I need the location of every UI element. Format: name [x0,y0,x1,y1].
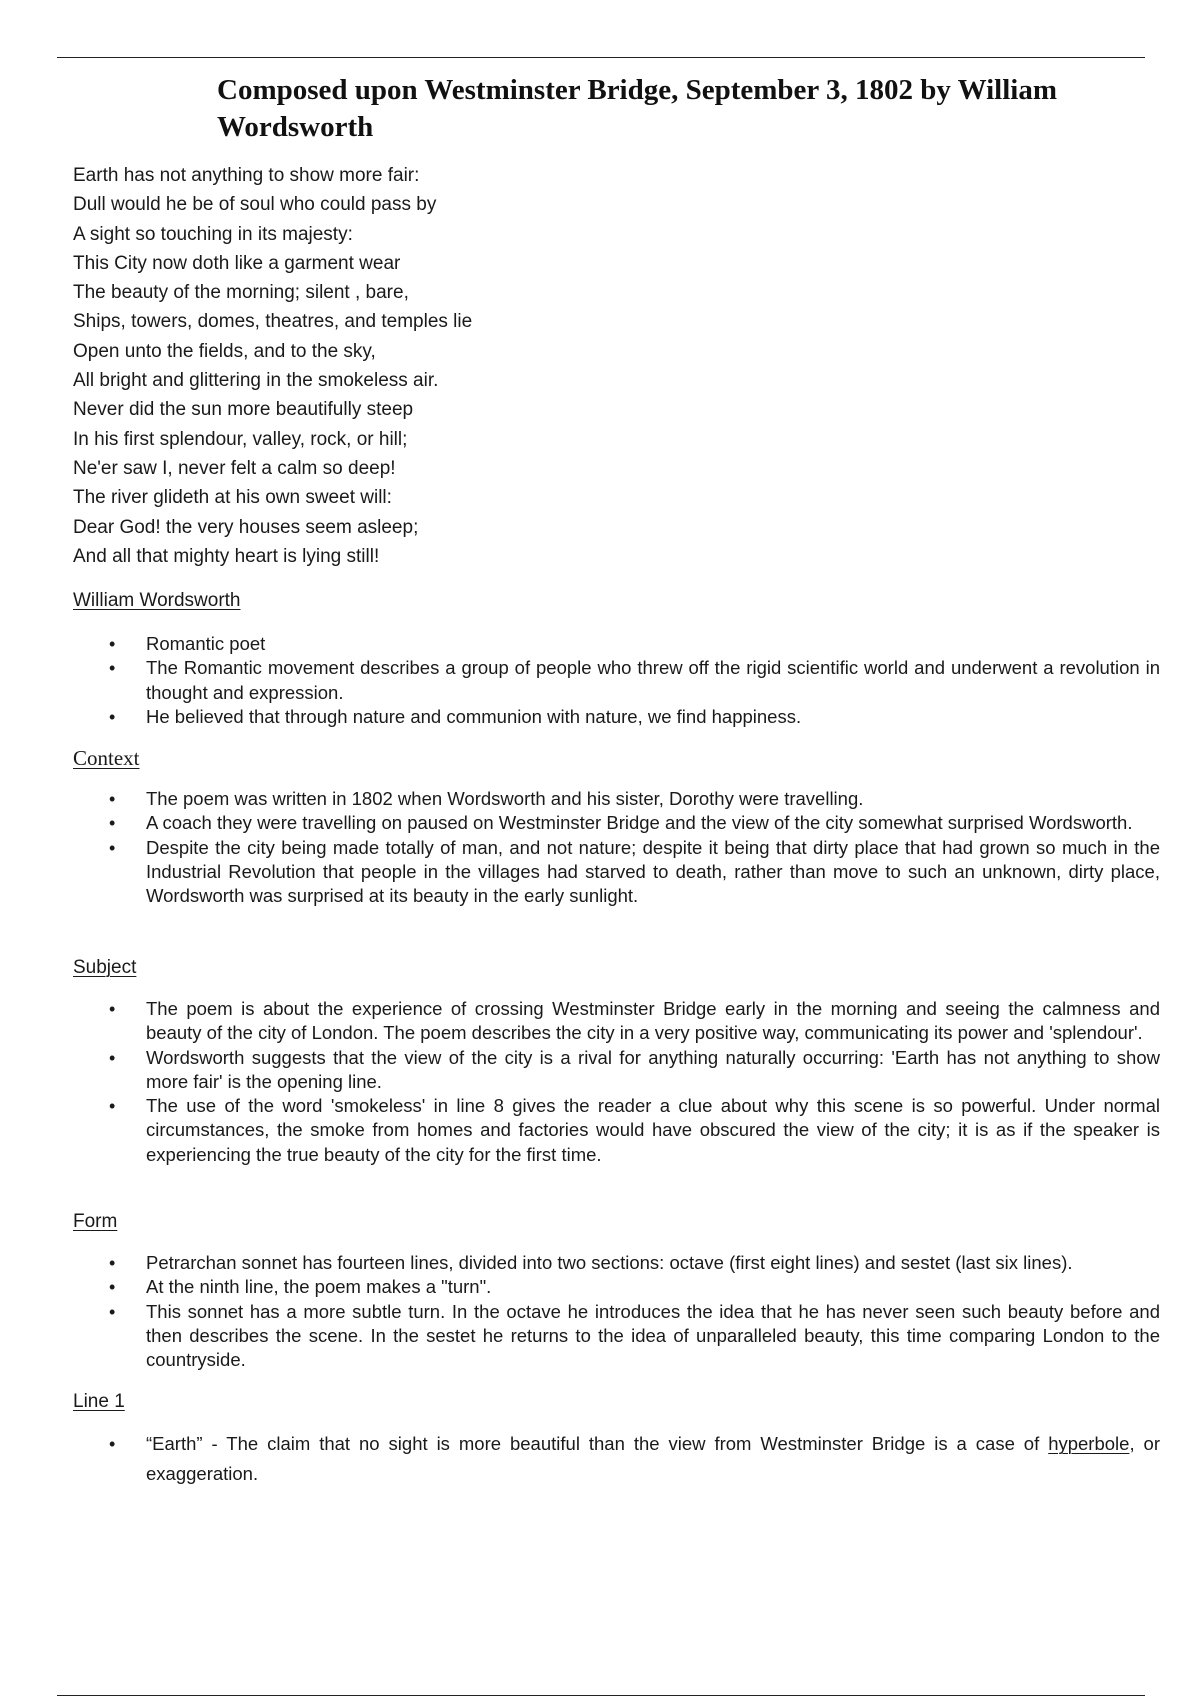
bullet-text: , or exaggeration. [146,1433,1160,1484]
poem-line: Dull would he be of soul who could pass by [73,194,437,216]
bullet-item: • The use of the word 'smokeless' in line 8 gives the reader a clue about why this scene is so powerful. Under normal circumstances, the smoke from homes and factories would have obscured the view of the city; it is as if the speaker is experiencing the true beauty of the city for the first time. [146,1094,1160,1167]
section-heading: Context [73,746,140,770]
bullet-list [73,1251,1160,1372]
section-william-wordsworth [73,589,1160,729]
poem-line: A sight so touching in its majesty: [73,223,353,245]
poem-line: In his first splendour, valley, rock, or hill; [73,428,408,450]
poem-line: Never did the sun more beautifully steep [73,399,414,421]
bullet-item: • Wordsworth suggests that the view of the city is a rival for anything naturally occurring: 'Earth has not anything to show more fair' is the opening line. [146,1046,1160,1095]
bullet-item [146,1429,1160,1489]
poem-line: Ships, towers, domes, theatres, and temples lie [73,311,473,333]
poem-line: Dear God! the very houses seem asleep; [73,516,419,538]
bullet-item: • The Romantic movement describes a group of people who threw off the rigid scientific world and underwent a revolution in thought and expression. [146,656,1160,705]
section-form [73,1210,1160,1372]
bullet-item: • A coach they were travelling on paused on Westminster Bridge and the view of the city somewhat surprised Wordsworth. [146,811,1160,835]
poem-line: The river glideth at his own sweet will: [73,487,392,509]
poem-line: Open unto the fields, and to the sky, [73,340,376,362]
section-heading: Form [73,1211,118,1232]
poem-line: All bright and glittering in the smokeless air. [73,370,439,392]
section-heading: Line 1 [73,1391,125,1412]
section-line-1 [73,1390,1160,1489]
section-heading: William Wordsworth [73,590,241,611]
bullet-list [73,997,1160,1167]
section-heading: Subject [73,957,137,978]
bottom-rule [57,1695,1145,1696]
section-context [73,746,1160,908]
bullet-list [73,632,1160,729]
poem-line: And all that mighty heart is lying still! [73,545,380,567]
poem-line: Ne'er saw I, never felt a calm so deep! [73,457,396,479]
document-title: Composed upon Westminster Bridge, September 3, 1802 by William Wordsworth [217,74,1057,143]
bullet-text: “Earth” - The claim that no sight is more beautiful than the view from Westminster Bridge is a case of [146,1433,1049,1454]
poem-line: This City now doth like a garment wear [73,252,401,274]
poem-line: Earth has not anything to show more fair: [73,165,420,186]
bullet-item: • At the ninth line, the poem makes a "turn". [146,1275,1160,1299]
hyperbole-term: hyperbole [1048,1433,1130,1454]
bullet-item: • The poem is about the experience of crossing Westminster Bridge early in the morning and seeing the calmness and beauty of the city of London. The poem describes the city in a very positive way, communicating its power and 'splendour'. [146,997,1160,1046]
bullet-item: • He believed that through nature and communion with nature, we find happiness. [146,705,1160,729]
section-subject [73,956,1160,1167]
bullet-item: • This sonnet has a more subtle turn. In the octave he introduces the idea that he has never seen such beauty before and then describes the scene. In the sestet he returns to the idea of unparalleled beauty, this time comparing London to the countryside. [146,1300,1160,1373]
bullet-item: • Petrarchan sonnet has fourteen lines, divided into two sections: octave (first eight lines) and sestet (last six lines). [146,1251,1160,1275]
bullet-item: • The poem was written in 1802 when Wordsworth and his sister, Dorothy were travelling. [146,787,1160,811]
bullet-item: • Romantic poet [146,632,1160,656]
poem-text [73,161,472,571]
poem-line: The beauty of the morning; silent , bare, [73,282,409,304]
top-rule [57,57,1145,58]
bullet-item: • Despite the city being made totally of man, and not nature; despite it being that dirty place that had grown so much in the Industrial Revolution that people in the villages had starved to death, rather than move to such an unknown, dirty place, Wordsworth was surprised at its beauty in the early sunlight. [146,836,1160,909]
bullet-list [73,787,1160,908]
bullet-list [73,1429,1160,1489]
